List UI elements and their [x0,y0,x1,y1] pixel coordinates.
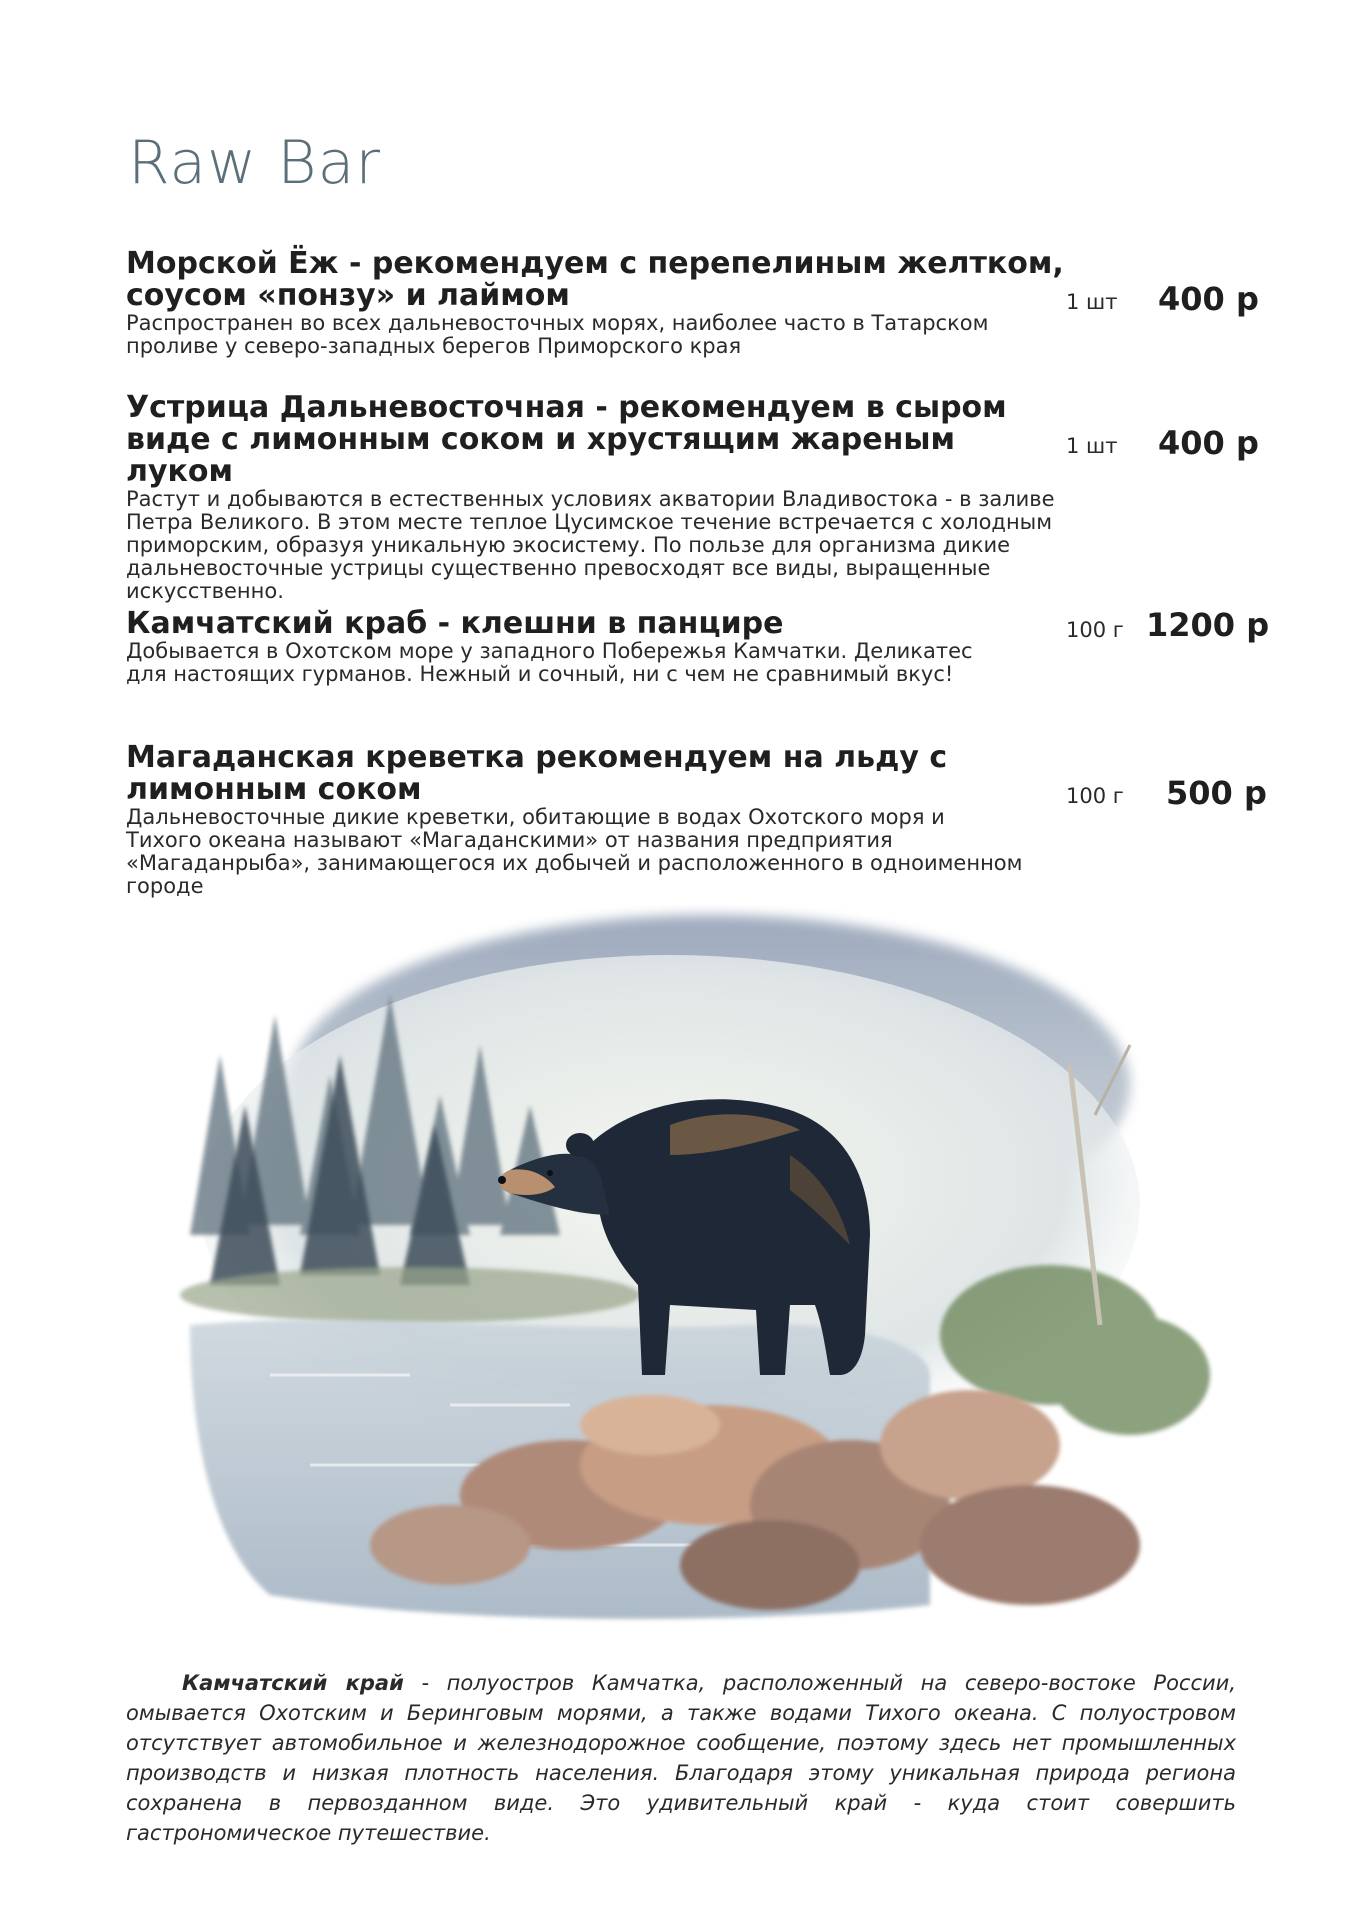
item-name: Морской Ёж - рекомендуем с перепелиным желтком, соусом «понзу» и лаймом [126,246,1064,313]
region-name: Камчатский край [182,1671,404,1695]
item-price: 500 р [1166,774,1267,812]
menu-item [126,742,1026,898]
item-name: Камчатский краб - клешни в панцире [126,606,784,641]
item-quantity: 100 г [1066,618,1124,642]
item-description: Добывается в Охотском море у западного Побережья Камчатки. Деликатес для настоящих гурманов. Нежный и сочный, ни с чем не сравнимый вкус! [126,639,973,686]
item-quantity: 100 г [1066,784,1124,808]
region-description [126,1668,1236,1848]
item-quantity: 1 шт [1066,290,1118,314]
bear-illustration [150,905,1220,1665]
region-text: - полуостров Камчатка, расположенный на северо-востоке России, омывается Охотским и Беринговым морями, а также водами Тихого океана. С полуостровом отсутствует автомобильное и железнодорожное сообщение, поэтому здесь нет промышленных производств и низкая плотность населения. Благодаря этому уникальная природа региона сохранена в первозданном виде. Это удивительный край - куда стоит совершить гастрономическое путешествие. [126,1671,1236,1845]
item-description: Дальневосточные дикие креветки, обитающие в водах Охотского моря и Тихого океана называют «Магаданскими» от названия предприятия «Магаданрыба», занимающегося их добычей и расположенного в одноименном городе [126,805,1023,898]
item-price: 1200 р [1146,606,1270,644]
item-name: Магаданская креветка рекомендуем на льду с лимонным соком [126,740,948,807]
page-title: Raw Bar [128,128,382,198]
item-price: 400 р [1158,280,1259,318]
item-name: Устрица Дальневосточная - рекомендуем в сыром виде с лимонным соком и хрустящим жареным луком [126,390,1007,489]
item-price: 400 р [1158,424,1259,462]
item-description: Распространен во всех дальневосточных морях, наиболее часто в Татарском проливе у северо-западных берегов Приморского края [126,311,989,358]
menu-item [126,392,1066,603]
menu-item [126,248,1076,358]
item-description: Растут и добываются в естественных условиях акватории Владивостока - в заливе Петра Великого. В этом месте теплое Цусимское течение встречается с холодным приморским, образуя уникальную экосистему. По пользе для организма дикие дальневосточные устрицы существенно превосходят все виды, выращенные искусственно. [126,487,1055,603]
item-quantity: 1 шт [1066,434,1118,458]
menu-item [126,608,1066,686]
